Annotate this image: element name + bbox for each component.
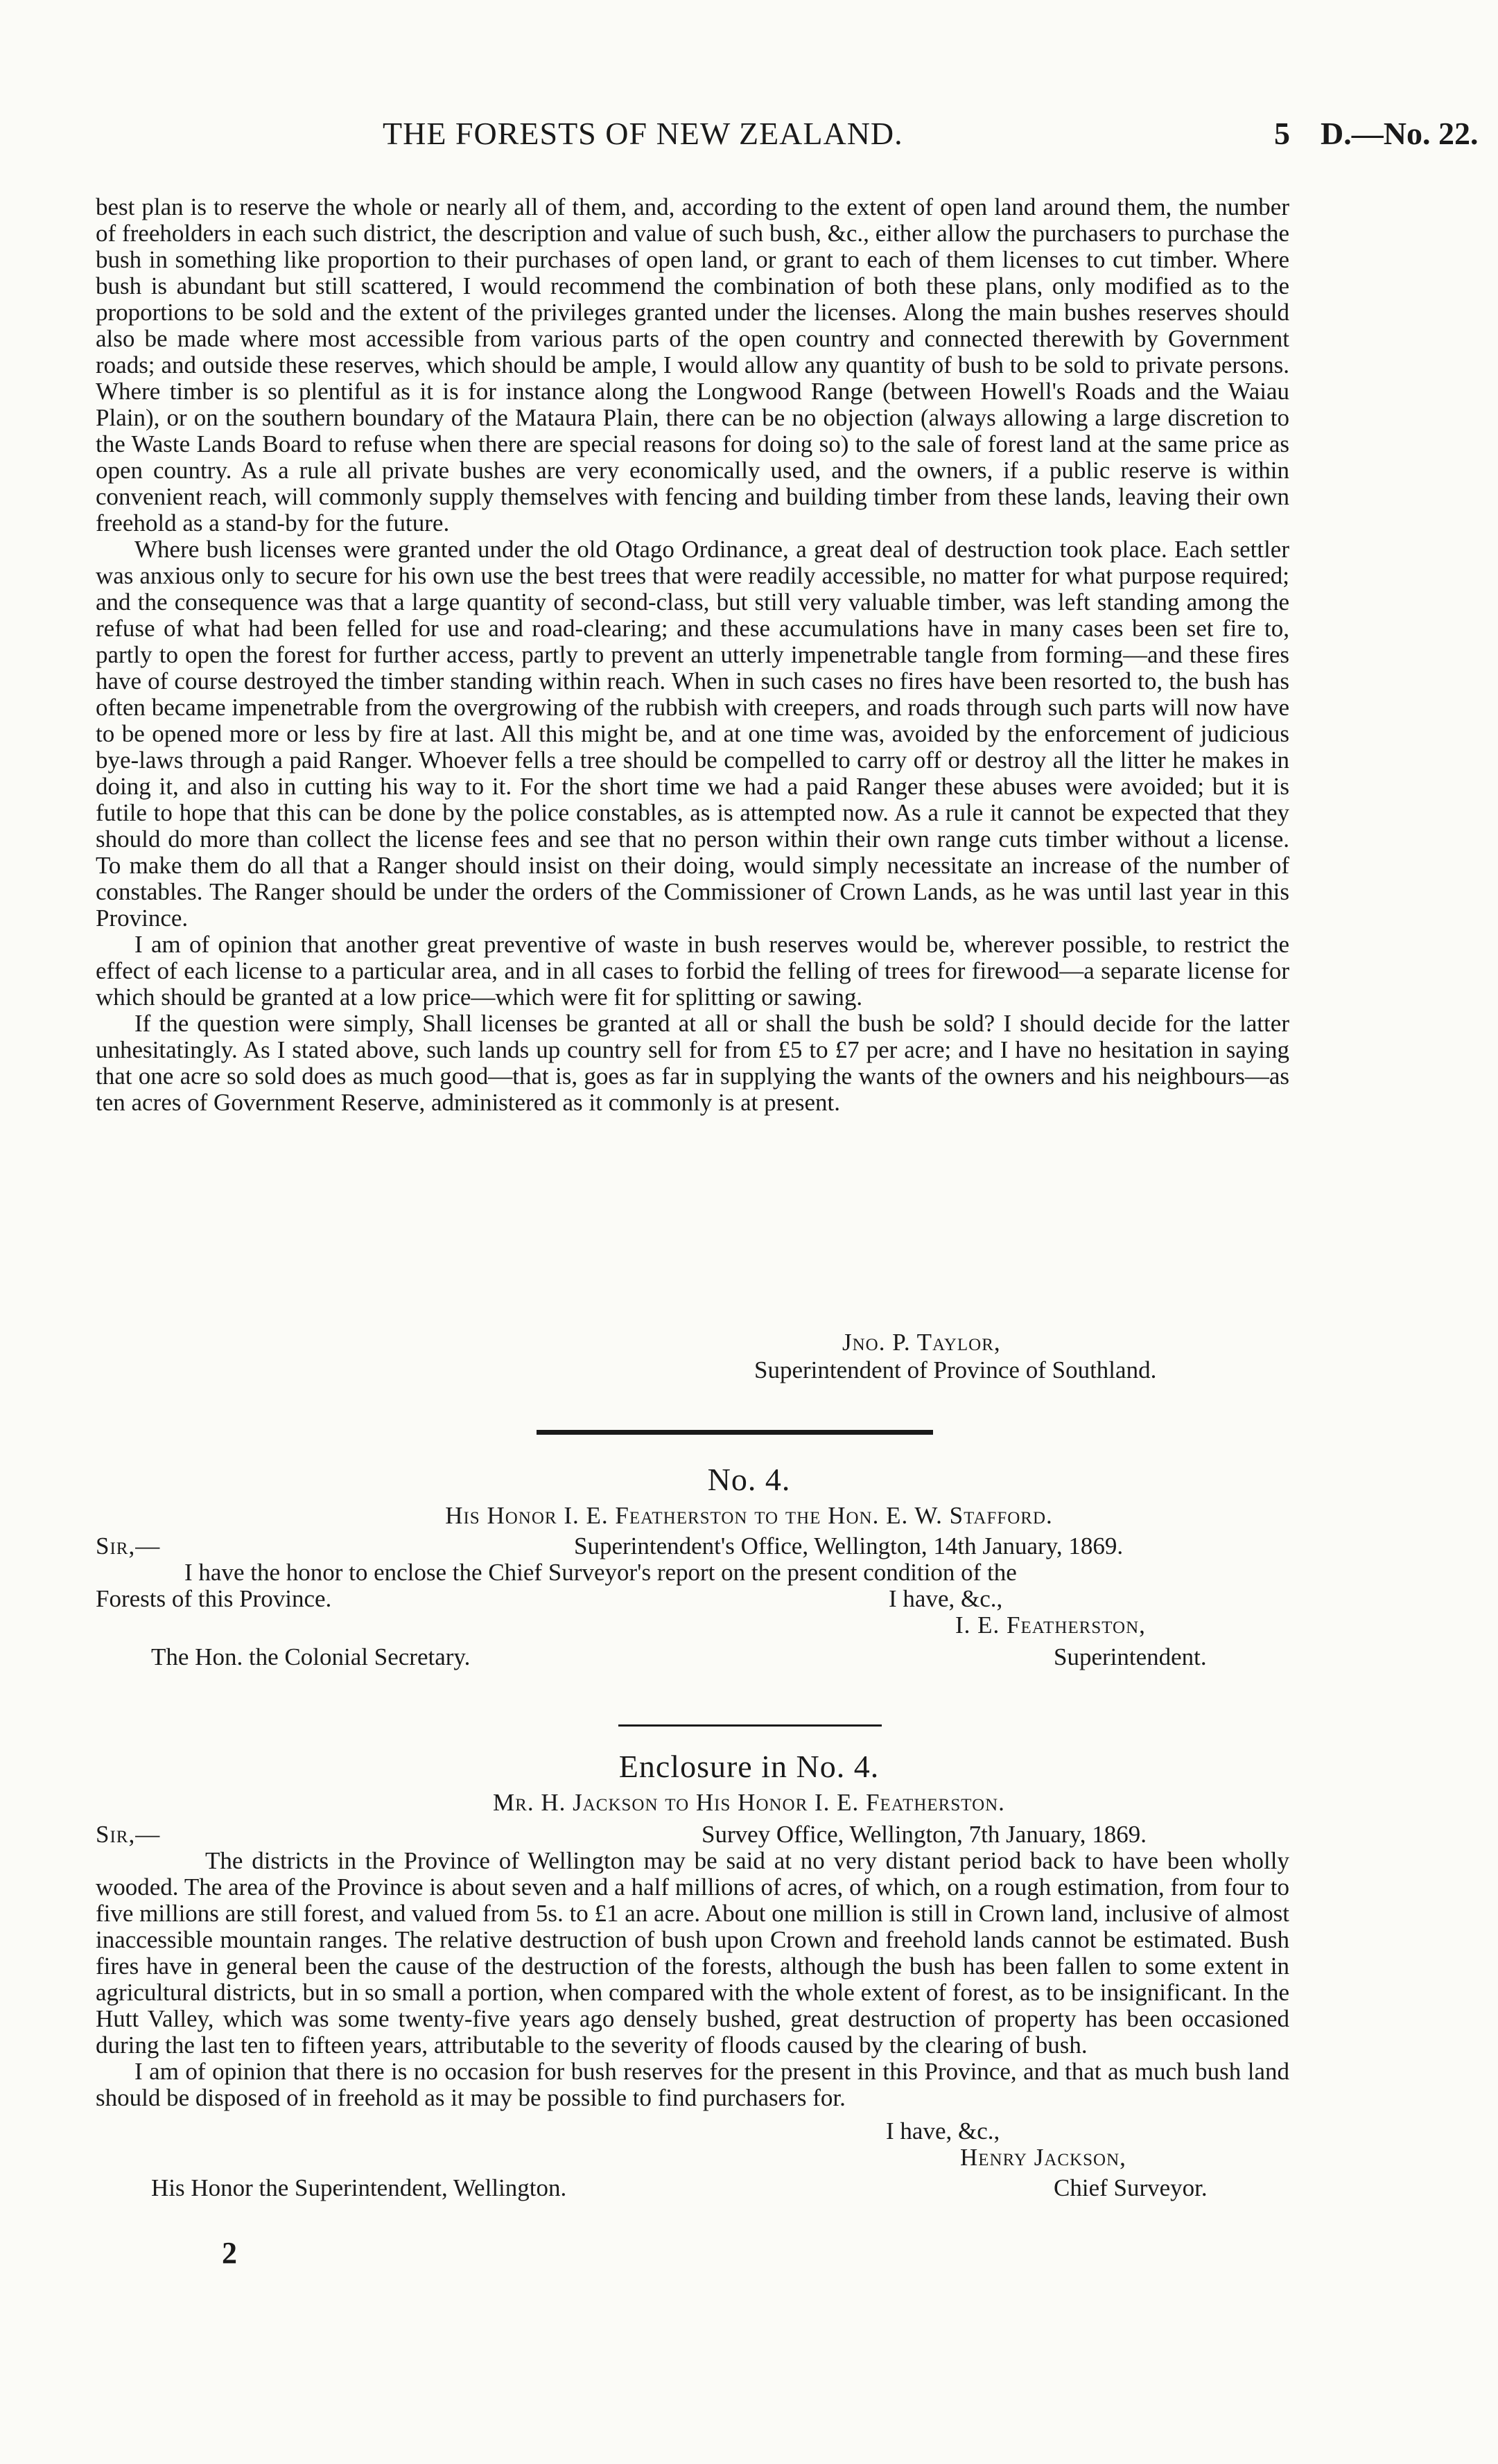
section-heading: No. 4. <box>707 1462 791 1497</box>
running-header <box>0 115 1498 157</box>
paragraph: If the question were simply, Shall licenses be granted at all or shall the bush be sold? I should decide for the latter unhesitatingly. As I stated above, such lands up country sell for from £5 to £7 per acre; and I have no hesitation in saying that one acre so sold does as much good—that is, goes as far in supplying the wants of the owners and his neighbours—as ten acres of Government Reserve, administered as it commonly is at present. <box>96 1010 1289 1116</box>
page-number: 5 <box>1274 116 1290 151</box>
recipient: His Honor the Superintendent, Wellington. <box>151 2174 567 2201</box>
paragraph: I am of opinion that there is no occasion for bush reserves for the present in this Province, and that as much bush land should be disposed of in freehold as it may be possible to find purchasers for. <box>96 2058 1289 2111</box>
section-divider <box>618 1724 882 1727</box>
paragraph: Where bush licenses were granted under the old Otago Ordinance, a great deal of destruction took place. Each settler was anxious only to secure for his own use the best trees that were readily accessible, no matter for what purpose required; and the consequence was that a large quantity of second-class, but still very valuable timber, was left standing among the refuse of what had been felled for use and road-clearing; and these accumulations have in many cases been set fire to, partly to open the forest for further access, partly to prevent an utterly impenetrable tangle from forming—and these fires have of course destroyed the timber standing within reach. When in such cases no fires have been resorted to, the bush has often became impenetrable from the overgrowing of the rubbish with creepers, and roads through such parts will now have to be opened more or less by fire at last. All this might be, and at one time was, avoided by the enforcement of judicious bye-laws through a paid Ranger. Whoever fells a tree should be compelled to carry off or destroy all the litter he makes in doing it, and also in cutting his way to it. For the short time we had a paid Ranger these abuses were avoided; but it is futile to hope that this can be done by the police constables, as is attempted now. As a rule it cannot be expected that they should do more than collect the license fees and see that no person within their own range cuts timber without a license. To make them do all that a Ranger should insist on their doing, would simply necessitate an increase of the number of constables. The Ranger should be under the orders of the Commissioner of Crown Lands, as he was until last year in this Province. <box>96 536 1289 932</box>
enclosure-text <box>96 1848 1289 2111</box>
address-date: Survey Office, Wellington, 7th January, 1869. <box>702 1821 1147 1848</box>
signer-name: I. E. Featherston, <box>955 1611 1146 1639</box>
signature-folio: 2 <box>222 2236 237 2270</box>
southland-report-text <box>96 194 1289 1116</box>
paragraph: I am of opinion that another great preventive of waste in bush reserves would be, wherever possible, to restrict the effect of each license to a particular area, and in all cases to forbid the felling of trees for firewood—a separate license for which should be granted at a low price—which were fit for splitting or sawing. <box>96 931 1289 1011</box>
paragraph: The districts in the Province of Wellington may be said at no very distant period back to have been wholly wooded. The area of the Province is about seven and a half millions of acres, of which, on a rough estimation, from four to five millions are still forest, and valued from 5s. to £1 an acre. About one million is still in Crown land, inclusive of almost inaccessible mountain ranges. The relative destruction of bush upon Crown and freehold lands cannot be estimated. Bush fires have in general been the cause of the destruction of the forests, although the bush has been fallen to some extent in agricultural districts, but in so small a portion, when compared with the whole extent of forest, as to be insignificant. In the Hutt Valley, which was some twenty-five years ago densely bushed, great destruction of property has been occasioned during the last ten to fifteen years, attributable to the severity of floods caused by the clearing of bush. <box>96 1847 1289 2059</box>
closing: I have, &c., <box>889 1585 1003 1612</box>
signer-title: Superintendent. <box>1054 1643 1207 1670</box>
address-date: Superintendent's Office, Wellington, 14th January, 1869. <box>574 1532 1124 1559</box>
recipient: The Hon. the Colonial Secretary. <box>151 1643 471 1670</box>
letter-from-to: His Honor I. E. Featherston to the Hon. E. W. Stafford. <box>445 1502 1053 1529</box>
running-title: THE FORESTS OF NEW ZEALAND. <box>383 116 903 151</box>
letter-body-line: I have the honor to enclose the Chief Surveyor's report on the present condition of the <box>184 1559 1017 1586</box>
letter-body-line: Forests of this Province. <box>96 1585 332 1612</box>
signer-name: Henry Jackson, <box>960 2144 1126 2171</box>
document-reference: D.—No. 22. <box>1321 116 1479 151</box>
letter-from-to: Mr. H. Jackson to His Honor I. E. Featherston. <box>493 1789 1005 1816</box>
salutation: Sir,— <box>96 1532 161 1559</box>
paragraph: best plan is to reserve the whole or nearly all of them, and, according to the extent of open land around them, the number of freeholders in each such district, the description and value of such bush, &c., either allow the purchasers to purchase the bush in something like proportion to their purchases of open land, or grant to each of them licenses to cut timber. Where bush is abundant but still scattered, I would recommend the combination of both these plans, only modified as to the proportions to be sold and the extent of the privileges granted under the licenses. Along the main bushes reserves should also be made where most accessible from various parts of the open country and connected therewith by Government roads; and outside these reserves, which should be ample, I would allow any quantity of bush to be sold to private persons. Where timber is so plentiful as it is for instance along the Longwood Range (between Howell's Roads and the Waiau Plain), or on the southern boundary of the Mataura Plain, there can be no objection (always allowing a large discretion to the Waste Lands Board to refuse when there are special reasons for doing so) to the sale of forest land at the same price as open country. As a rule all private bushes are very economically used, and the owners, if a public reserve is within convenient reach, will commonly supply themselves with fencing and building timber from these lands, leaving their own freehold as a stand-by for the future. <box>96 193 1289 536</box>
salutation: Sir,— <box>96 1821 161 1848</box>
section-divider <box>537 1430 933 1435</box>
closing: I have, &c., <box>886 2117 1000 2144</box>
section-heading: Enclosure in No. 4. <box>618 1749 880 1784</box>
signature-title: Superintendent of Province of Southland. <box>754 1356 1157 1383</box>
signature-name: Jno. P. Taylor, <box>842 1329 1001 1356</box>
signer-title: Chief Surveyor. <box>1054 2174 1208 2201</box>
